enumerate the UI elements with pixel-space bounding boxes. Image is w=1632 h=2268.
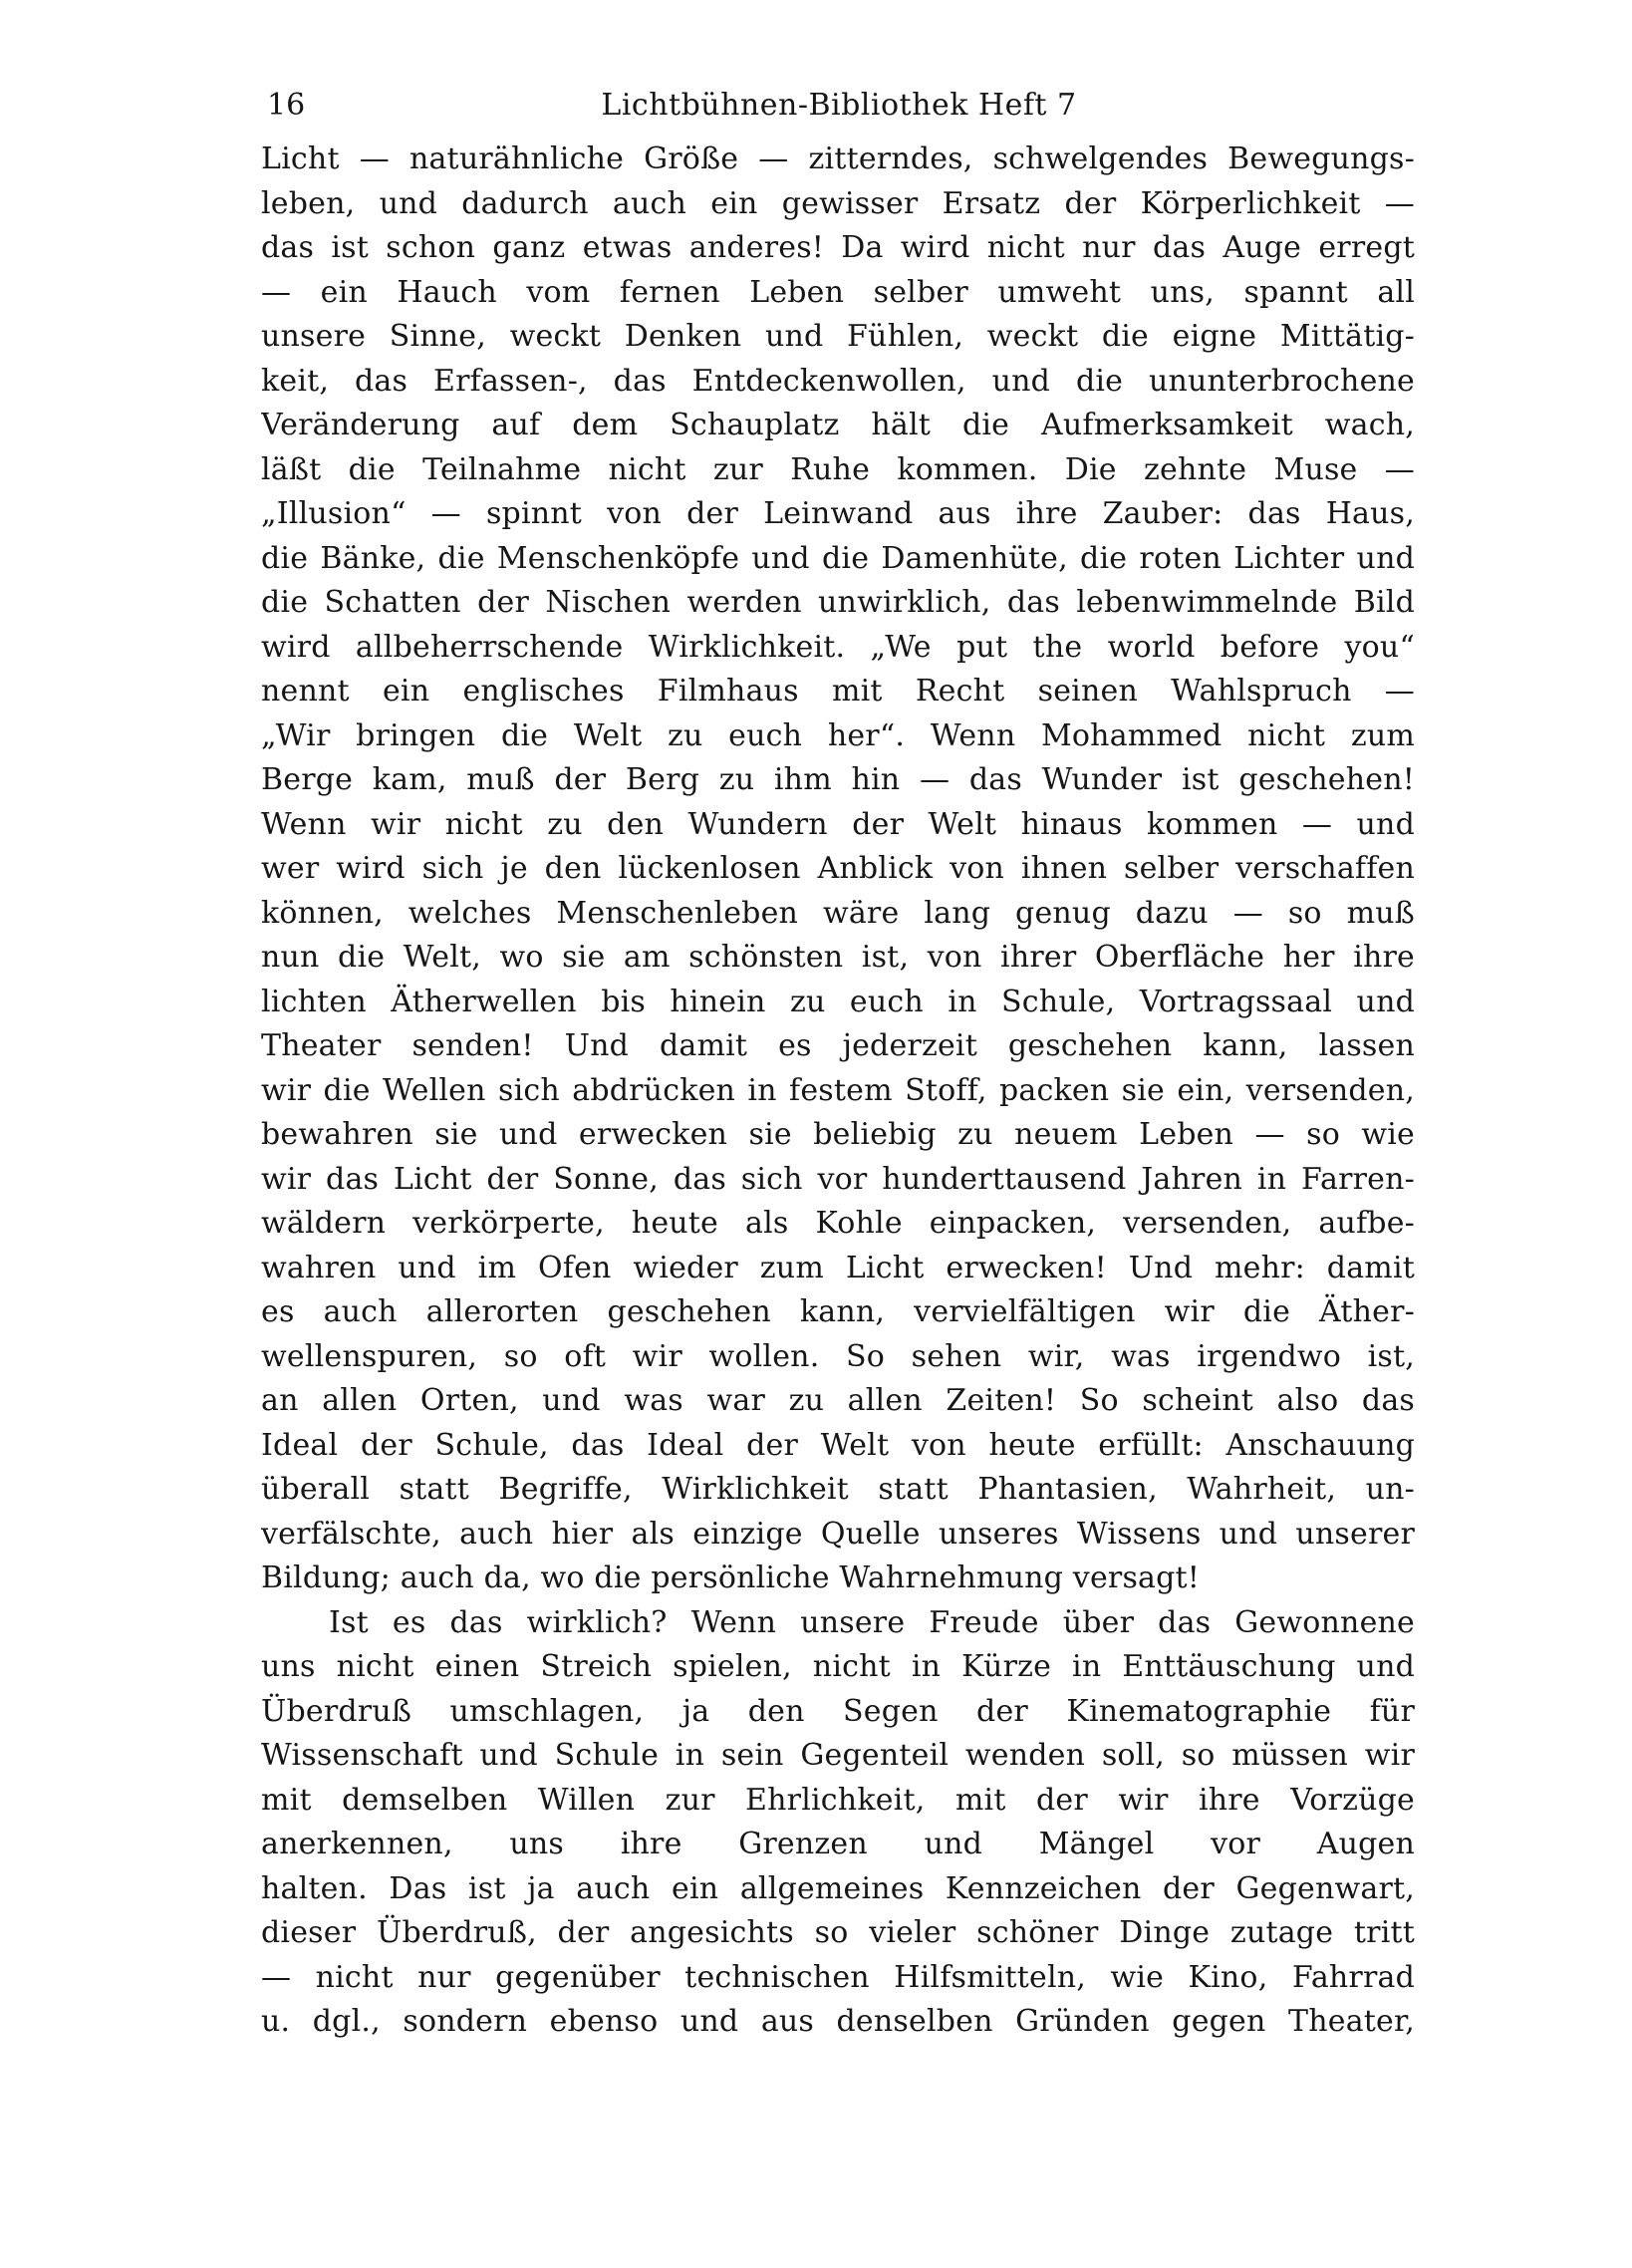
text-line: es auch allerorten geschehen kann, vervielfältigen wir die Äther- [261, 1294, 1415, 1329]
text-line: lichten Ätherwellen bis hinein zu euch in Schule, Vortragssaal und [261, 984, 1415, 1019]
text-line: „Illusion“ — spinnt von der Leinwand aus ihre Zauber: das Haus, [261, 496, 1415, 531]
text-line: anerkennen, uns ihre Grenzen und Mängel vor Augen [261, 1827, 1415, 1861]
text-line: Licht — naturähnliche Größe — zitterndes, schwelgendes Bewegungs- [261, 142, 1415, 176]
text-line: läßt die Teilnahme nicht zur Ruhe kommen. Die zehnte Muse — [261, 451, 1415, 487]
text-line: dieser Überdruß, der angesichts so vieler schöner Dinge zutage tritt [261, 1915, 1415, 1950]
text-line: können, welches Menschenleben wäre lang genug dazu — so muß [261, 895, 1415, 931]
text-line: nennt ein englisches Filmhaus mit Recht seinen Wahlspruch — [261, 674, 1415, 709]
text-line: wird allbeherrschende Wirklichkeit. „We put the world before you“ [261, 629, 1415, 665]
text-line: u. dgl., sondern ebenso und aus denselben Gründen gegen Theater, [261, 2004, 1415, 2039]
text-line: Überdruß umschlagen, ja den Segen der Kinematographie für [261, 1693, 1415, 1729]
body-text [261, 138, 1415, 2045]
text-line: wir das Licht der Sonne, das sich vor hunderttausend Jahren in Farren- [261, 1161, 1415, 1197]
paragraph-start-line: Ist es das wirklich? Wenn unsere Freude über das Gewonnene [329, 1604, 1415, 1640]
text-line: mit demselben Willen zur Ehrlichkeit, mit der wir ihre Vorzüge [261, 1782, 1415, 1818]
text-line: halten. Das ist ja auch ein allgemeines Kennzeichen der Gegenwart, [261, 1870, 1415, 1906]
text-line: wir die Wellen sich abdrücken in festem Stoff, packen sie ein, versenden, [261, 1072, 1415, 1108]
text-line: uns nicht einen Streich spielen, nicht in Kürze in Enttäuschung und [261, 1649, 1415, 1684]
text-line: Berge kam, muß der Berg zu ihm hin — das Wunder ist geschehen! [261, 762, 1415, 797]
text-line: verfälschte, auch hier als einzige Quelle unseres Wissens und unserer [261, 1516, 1415, 1552]
page-number: 16 [267, 88, 306, 123]
text-line: Theater senden! Und damit es jederzeit geschehen kann, lassen [261, 1028, 1415, 1063]
text-line: leben, und dadurch auch ein gewisser Ersatz der Körperlichkeit — [261, 185, 1415, 221]
text-line: unsere Sinne, weckt Denken und Fühlen, weckt die eigne Mittätig- [261, 319, 1415, 354]
text-line: die Schatten der Nischen werden unwirklich, das lebenwimmelnde Bild [261, 585, 1415, 620]
text-line: bewahren sie und erwecken sie beliebig zu neuem Leben — so wie [261, 1117, 1415, 1152]
text-line: Veränderung auf dem Schauplatz hält die Aufmerksamkeit wach, [261, 408, 1415, 442]
text-line: wahren und im Ofen wieder zum Licht erwecken! Und mehr: damit [261, 1250, 1415, 1285]
text-line: Ideal der Schule, das Ideal der Welt von heute erfüllt: Anschauung [261, 1427, 1415, 1463]
text-line: überall statt Begriffe, Wirklichkeit statt Phantasien, Wahrheit, un- [261, 1472, 1415, 1507]
text-line: nun die Welt, wo sie am schönsten ist, von ihrer Oberfläche her ihre [261, 940, 1415, 975]
text-line: die Bänke, die Menschenköpfe und die Damenhüte, die roten Lichter und [261, 540, 1415, 576]
text-line: „Wir bringen die Welt zu euch her“. Wenn Mohammed nicht zum [261, 717, 1415, 753]
running-head [267, 80, 1411, 132]
text-line: wäldern verkörperte, heute als Kohle einpacken, versenden, aufbe- [261, 1206, 1415, 1241]
text-line: das ist schon ganz etwas anderes! Da wird nicht nur das Auge erregt [261, 230, 1415, 265]
text-line: keit, das Erfassen-, das Entdeckenwollen, und die ununterbrochene [261, 363, 1415, 399]
text-line: — ein Hauch vom fernen Leben selber umweht uns, spannt all [261, 274, 1415, 310]
paragraph-end-line: Bildung; auch da, wo die persönliche Wahrnehmung versagt! [261, 1560, 1201, 1595]
text-line: — nicht nur gegenüber technischen Hilfsmitteln, wie Kino, Fahrrad [261, 1959, 1415, 1995]
text-line: Wenn wir nicht zu den Wundern der Welt hinaus kommen — und [261, 806, 1415, 842]
running-title: Lichtbühnen-Bibliothek Heft 7 [601, 88, 1077, 123]
text-line: wer wird sich je den lückenlosen Anblick von ihnen selber verschaffen [261, 851, 1415, 886]
text-line: Wissenschaft und Schule in sein Gegenteil wenden soll, so müssen wir [261, 1738, 1415, 1773]
text-line: an allen Orten, und was war zu allen Zeiten! So scheint also das [261, 1383, 1415, 1418]
text-line: wellenspuren, so oft wir wollen. So sehen wir, was irgendwo ist, [261, 1338, 1415, 1374]
